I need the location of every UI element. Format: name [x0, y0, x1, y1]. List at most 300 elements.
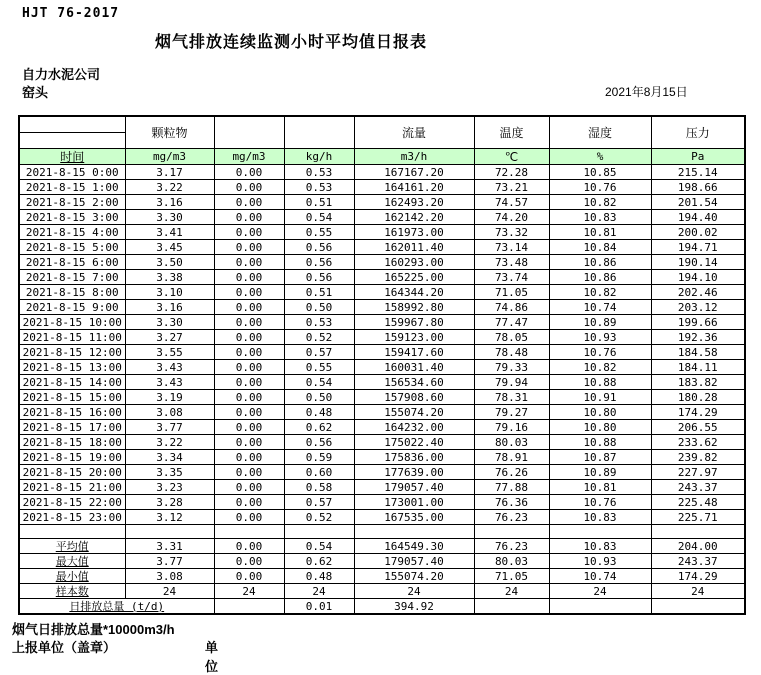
value-cell: 243.37	[651, 480, 745, 495]
value-cell: 159123.00	[354, 330, 474, 345]
value-cell: 3.43	[125, 360, 214, 375]
value-cell: 227.97	[651, 465, 745, 480]
value-cell: 10.80	[549, 405, 651, 420]
value-cell: 3.10	[125, 285, 214, 300]
value-cell: 159967.80	[354, 315, 474, 330]
value-cell: 10.88	[549, 375, 651, 390]
time-cell: 2021-8-15 23:00	[19, 510, 125, 525]
time-cell: 2021-8-15 18:00	[19, 435, 125, 450]
company-name: 自力水泥公司	[22, 67, 101, 82]
hourly-data-row	[19, 165, 745, 180]
value-cell: 10.86	[549, 270, 651, 285]
value-cell: 0.00	[214, 270, 284, 285]
empty-cell	[651, 525, 745, 539]
value-cell: 80.03	[474, 435, 549, 450]
value-cell: 0.00	[214, 435, 284, 450]
value-cell: 206.55	[651, 420, 745, 435]
value-cell: 192.36	[651, 330, 745, 345]
value-cell: 77.47	[474, 315, 549, 330]
col-header-blank-1	[214, 116, 284, 149]
value-cell: 174.29	[651, 405, 745, 420]
summary-value-cell: 10.83	[549, 539, 651, 554]
summary-label: 样本数	[19, 584, 125, 599]
value-cell: 0.57	[284, 495, 354, 510]
summary-value-cell: 0.48	[284, 569, 354, 584]
hourly-data-row	[19, 225, 745, 240]
value-cell: 3.77	[125, 420, 214, 435]
unit-percent: %	[549, 149, 651, 165]
value-cell: 194.71	[651, 240, 745, 255]
summary-value-cell: 3.31	[125, 539, 214, 554]
value-cell: 10.74	[549, 300, 651, 315]
summary-value-cell: 243.37	[651, 554, 745, 569]
data-rows-body	[19, 165, 745, 615]
corner-cell-bottom	[20, 133, 125, 148]
hourly-data-row	[19, 510, 745, 525]
value-cell: 175836.00	[354, 450, 474, 465]
value-cell: 0.55	[284, 360, 354, 375]
value-cell: 10.82	[549, 360, 651, 375]
value-cell: 0.54	[284, 210, 354, 225]
value-cell: 0.52	[284, 510, 354, 525]
summary-value-cell: 164549.30	[354, 539, 474, 554]
hourly-data-row	[19, 495, 745, 510]
signature-row	[12, 637, 219, 674]
value-cell: 0.00	[214, 210, 284, 225]
value-cell: 175022.40	[354, 435, 474, 450]
time-cell: 2021-8-15 19:00	[19, 450, 125, 465]
unit-mgm3-1: mg/m3	[125, 149, 214, 165]
value-cell: 0.00	[214, 165, 284, 180]
value-cell: 10.85	[549, 165, 651, 180]
units-header-row	[19, 149, 745, 165]
hourly-data-row	[19, 330, 745, 345]
value-cell: 161973.00	[354, 225, 474, 240]
value-cell: 10.81	[549, 480, 651, 495]
value-cell: 239.82	[651, 450, 745, 465]
value-cell: 0.60	[284, 465, 354, 480]
value-cell: 10.84	[549, 240, 651, 255]
summary-value-cell: 24	[214, 584, 284, 599]
time-cell: 2021-8-15 3:00	[19, 210, 125, 225]
value-cell: 0.00	[214, 240, 284, 255]
value-cell: 162142.20	[354, 210, 474, 225]
value-cell: 0.51	[284, 285, 354, 300]
value-cell: 0.53	[284, 180, 354, 195]
value-cell: 0.56	[284, 240, 354, 255]
value-cell: 3.22	[125, 180, 214, 195]
value-cell: 0.00	[214, 300, 284, 315]
value-cell: 10.76	[549, 345, 651, 360]
value-cell: 158992.80	[354, 300, 474, 315]
group-header-row	[19, 116, 745, 149]
time-cell: 2021-8-15 17:00	[19, 420, 125, 435]
summary-value-cell: 0.00	[214, 554, 284, 569]
summary-value-cell: 24	[284, 584, 354, 599]
value-cell: 0.52	[284, 330, 354, 345]
value-cell: 79.33	[474, 360, 549, 375]
summary-value-cell: 0.62	[284, 554, 354, 569]
value-cell: 194.10	[651, 270, 745, 285]
value-cell: 3.45	[125, 240, 214, 255]
value-cell: 155074.20	[354, 405, 474, 420]
value-cell: 0.00	[214, 180, 284, 195]
value-cell: 0.57	[284, 345, 354, 360]
summary-row	[19, 569, 745, 584]
daily-total-value-cell: 0.01	[284, 599, 354, 615]
value-cell: 0.00	[214, 255, 284, 270]
value-cell: 74.57	[474, 195, 549, 210]
unit-celsius: ℃	[474, 149, 549, 165]
value-cell: 79.27	[474, 405, 549, 420]
col-header-blank-2	[284, 116, 354, 149]
empty-cell	[549, 525, 651, 539]
col-header-pressure: 压力	[651, 116, 745, 149]
col-header-flow: 流量	[354, 116, 474, 149]
value-cell: 0.59	[284, 450, 354, 465]
summary-value-cell: 204.00	[651, 539, 745, 554]
hourly-data-row	[19, 210, 745, 225]
hourly-data-row	[19, 420, 745, 435]
value-cell: 0.00	[214, 315, 284, 330]
value-cell: 0.55	[284, 225, 354, 240]
time-cell: 2021-8-15 9:00	[19, 300, 125, 315]
value-cell: 179057.40	[354, 480, 474, 495]
value-cell: 164232.00	[354, 420, 474, 435]
value-cell: 159417.60	[354, 345, 474, 360]
hourly-data-row	[19, 270, 745, 285]
value-cell: 0.00	[214, 195, 284, 210]
hourly-data-row	[19, 180, 745, 195]
value-cell: 0.00	[214, 450, 284, 465]
summary-value-cell: 0.00	[214, 539, 284, 554]
corner-cell	[19, 116, 125, 149]
value-cell: 3.22	[125, 435, 214, 450]
value-cell: 10.76	[549, 495, 651, 510]
value-cell: 3.28	[125, 495, 214, 510]
summary-label: 平均值	[19, 539, 125, 554]
time-cell: 2021-8-15 15:00	[19, 390, 125, 405]
unit-label: 单位	[205, 640, 219, 674]
daily-total-value-cell	[214, 599, 284, 615]
value-cell: 0.00	[214, 420, 284, 435]
value-cell: 73.21	[474, 180, 549, 195]
value-cell: 233.62	[651, 435, 745, 450]
value-cell: 0.00	[214, 480, 284, 495]
empty-cell	[19, 525, 125, 539]
summary-row	[19, 539, 745, 554]
time-cell: 2021-8-15 0:00	[19, 165, 125, 180]
hourly-data-row	[19, 465, 745, 480]
value-cell: 0.54	[284, 375, 354, 390]
hourly-data-row	[19, 345, 745, 360]
col-header-temperature: 温度	[474, 116, 549, 149]
value-cell: 10.83	[549, 510, 651, 525]
value-cell: 0.51	[284, 195, 354, 210]
value-cell: 0.00	[214, 225, 284, 240]
value-cell: 10.88	[549, 435, 651, 450]
report-date: 2021年8月15日	[605, 85, 688, 99]
value-cell: 10.82	[549, 195, 651, 210]
value-cell: 215.14	[651, 165, 745, 180]
value-cell: 76.23	[474, 510, 549, 525]
value-cell: 73.32	[474, 225, 549, 240]
value-cell: 184.58	[651, 345, 745, 360]
value-cell: 177639.00	[354, 465, 474, 480]
value-cell: 160293.00	[354, 255, 474, 270]
value-cell: 0.00	[214, 495, 284, 510]
value-cell: 173001.00	[354, 495, 474, 510]
unit-m3h: m3/h	[354, 149, 474, 165]
empty-cell	[214, 525, 284, 539]
value-cell: 3.19	[125, 390, 214, 405]
value-cell: 3.16	[125, 300, 214, 315]
value-cell: 0.00	[214, 345, 284, 360]
empty-cell	[474, 525, 549, 539]
time-cell: 2021-8-15 2:00	[19, 195, 125, 210]
time-cell: 2021-8-15 7:00	[19, 270, 125, 285]
value-cell: 3.16	[125, 195, 214, 210]
time-cell: 2021-8-15 6:00	[19, 255, 125, 270]
hourly-data-row	[19, 360, 745, 375]
value-cell: 74.86	[474, 300, 549, 315]
daily-total-value-cell	[549, 599, 651, 615]
summary-value-cell: 24	[651, 584, 745, 599]
value-cell: 3.08	[125, 405, 214, 420]
value-cell: 10.86	[549, 255, 651, 270]
value-cell: 225.71	[651, 510, 745, 525]
value-cell: 76.36	[474, 495, 549, 510]
value-cell: 10.81	[549, 225, 651, 240]
daily-total-value-cell: 394.92	[354, 599, 474, 615]
unit-mgm3-2: mg/m3	[214, 149, 284, 165]
daily-total-value-cell	[474, 599, 549, 615]
col-header-particulate: 颗粒物	[125, 116, 214, 149]
value-cell: 0.62	[284, 420, 354, 435]
value-cell: 0.00	[214, 330, 284, 345]
hourly-data-row	[19, 315, 745, 330]
value-cell: 0.50	[284, 390, 354, 405]
value-cell: 157908.60	[354, 390, 474, 405]
value-cell: 0.58	[284, 480, 354, 495]
value-cell: 77.88	[474, 480, 549, 495]
summary-value-cell: 80.03	[474, 554, 549, 569]
time-cell: 2021-8-15 8:00	[19, 285, 125, 300]
value-cell: 156534.60	[354, 375, 474, 390]
time-header: 时间	[19, 149, 125, 165]
value-cell: 79.94	[474, 375, 549, 390]
corner-cell-top	[20, 117, 125, 133]
value-cell: 3.12	[125, 510, 214, 525]
value-cell: 164161.20	[354, 180, 474, 195]
value-cell: 0.00	[214, 285, 284, 300]
hourly-data-row	[19, 480, 745, 495]
time-cell: 2021-8-15 22:00	[19, 495, 125, 510]
time-cell: 2021-8-15 20:00	[19, 465, 125, 480]
flow-total-note: 烟气日排放总量*10000m3/h	[12, 622, 175, 637]
time-cell: 2021-8-15 11:00	[19, 330, 125, 345]
summary-value-cell: 10.93	[549, 554, 651, 569]
spacer-row	[19, 525, 745, 539]
summary-value-cell: 24	[125, 584, 214, 599]
value-cell: 167535.00	[354, 510, 474, 525]
daily-total-row	[19, 599, 745, 615]
value-cell: 10.76	[549, 180, 651, 195]
value-cell: 198.66	[651, 180, 745, 195]
time-cell: 2021-8-15 14:00	[19, 375, 125, 390]
value-cell: 73.14	[474, 240, 549, 255]
value-cell: 10.83	[549, 210, 651, 225]
summary-value-cell: 24	[354, 584, 474, 599]
summary-value-cell: 10.74	[549, 569, 651, 584]
hourly-data-row	[19, 450, 745, 465]
value-cell: 3.30	[125, 315, 214, 330]
summary-value-cell: 174.29	[651, 569, 745, 584]
unit-pa: Pa	[651, 149, 745, 165]
summary-value-cell: 3.08	[125, 569, 214, 584]
time-cell: 2021-8-15 10:00	[19, 315, 125, 330]
time-cell: 2021-8-15 1:00	[19, 180, 125, 195]
value-cell: 72.28	[474, 165, 549, 180]
report-table	[18, 115, 746, 615]
summary-row	[19, 554, 745, 569]
summary-label: 最大值	[19, 554, 125, 569]
value-cell: 10.93	[549, 330, 651, 345]
summary-value-cell: 179057.40	[354, 554, 474, 569]
value-cell: 167167.20	[354, 165, 474, 180]
value-cell: 3.35	[125, 465, 214, 480]
value-cell: 203.12	[651, 300, 745, 315]
value-cell: 10.82	[549, 285, 651, 300]
value-cell: 165225.00	[354, 270, 474, 285]
value-cell: 164344.20	[354, 285, 474, 300]
summary-value-cell: 3.77	[125, 554, 214, 569]
value-cell: 0.00	[214, 510, 284, 525]
value-cell: 3.17	[125, 165, 214, 180]
value-cell: 0.00	[214, 465, 284, 480]
value-cell: 73.74	[474, 270, 549, 285]
summary-row	[19, 584, 745, 599]
value-cell: 78.05	[474, 330, 549, 345]
page-title: 烟气排放连续监测小时平均值日报表	[155, 34, 428, 51]
unit-kgh: kg/h	[284, 149, 354, 165]
value-cell: 162011.40	[354, 240, 474, 255]
value-cell: 73.48	[474, 255, 549, 270]
time-cell: 2021-8-15 13:00	[19, 360, 125, 375]
value-cell: 225.48	[651, 495, 745, 510]
value-cell: 10.80	[549, 420, 651, 435]
value-cell: 3.50	[125, 255, 214, 270]
empty-cell	[125, 525, 214, 539]
col-header-humidity: 湿度	[549, 116, 651, 149]
value-cell: 3.30	[125, 210, 214, 225]
hourly-data-row	[19, 375, 745, 390]
value-cell: 10.89	[549, 315, 651, 330]
value-cell: 194.40	[651, 210, 745, 225]
value-cell: 3.27	[125, 330, 214, 345]
value-cell: 0.00	[214, 390, 284, 405]
hourly-data-row	[19, 285, 745, 300]
standard-number: HJT 76-2017	[22, 6, 120, 21]
hourly-data-row	[19, 390, 745, 405]
summary-value-cell: 155074.20	[354, 569, 474, 584]
value-cell: 76.26	[474, 465, 549, 480]
time-cell: 2021-8-15 12:00	[19, 345, 125, 360]
value-cell: 0.50	[284, 300, 354, 315]
empty-cell	[354, 525, 474, 539]
value-cell: 3.34	[125, 450, 214, 465]
value-cell: 0.48	[284, 405, 354, 420]
value-cell: 199.66	[651, 315, 745, 330]
value-cell: 0.56	[284, 270, 354, 285]
value-cell: 3.38	[125, 270, 214, 285]
hourly-data-row	[19, 405, 745, 420]
hourly-data-row	[19, 255, 745, 270]
value-cell: 78.48	[474, 345, 549, 360]
value-cell: 0.00	[214, 405, 284, 420]
value-cell: 78.91	[474, 450, 549, 465]
value-cell: 201.54	[651, 195, 745, 210]
value-cell: 160031.40	[354, 360, 474, 375]
summary-label: 最小值	[19, 569, 125, 584]
value-cell: 3.55	[125, 345, 214, 360]
value-cell: 0.00	[214, 360, 284, 375]
value-cell: 10.91	[549, 390, 651, 405]
value-cell: 162493.20	[354, 195, 474, 210]
summary-value-cell: 24	[474, 584, 549, 599]
time-cell: 2021-8-15 21:00	[19, 480, 125, 495]
value-cell: 71.05	[474, 285, 549, 300]
value-cell: 3.43	[125, 375, 214, 390]
daily-total-label: 日排放总量 (t/d)	[19, 599, 214, 615]
value-cell: 10.87	[549, 450, 651, 465]
value-cell: 10.89	[549, 465, 651, 480]
value-cell: 190.14	[651, 255, 745, 270]
value-cell: 0.56	[284, 435, 354, 450]
summary-value-cell: 76.23	[474, 539, 549, 554]
hourly-data-row	[19, 435, 745, 450]
summary-value-cell: 24	[549, 584, 651, 599]
value-cell: 200.02	[651, 225, 745, 240]
value-cell: 202.46	[651, 285, 745, 300]
value-cell: 74.20	[474, 210, 549, 225]
hourly-data-row	[19, 240, 745, 255]
value-cell: 79.16	[474, 420, 549, 435]
value-cell: 0.53	[284, 315, 354, 330]
value-cell: 183.82	[651, 375, 745, 390]
value-cell: 184.11	[651, 360, 745, 375]
time-cell: 2021-8-15 5:00	[19, 240, 125, 255]
report-unit-label: 上报单位（盖章）	[12, 640, 117, 655]
time-cell: 2021-8-15 4:00	[19, 225, 125, 240]
value-cell: 3.41	[125, 225, 214, 240]
value-cell: 0.00	[214, 375, 284, 390]
value-cell: 0.53	[284, 165, 354, 180]
hourly-data-row	[19, 300, 745, 315]
empty-cell	[284, 525, 354, 539]
value-cell: 3.23	[125, 480, 214, 495]
value-cell: 180.28	[651, 390, 745, 405]
hourly-data-row	[19, 195, 745, 210]
daily-total-value-cell	[651, 599, 745, 615]
value-cell: 0.56	[284, 255, 354, 270]
value-cell: 78.31	[474, 390, 549, 405]
station-name: 窑头	[22, 85, 49, 100]
summary-value-cell: 0.00	[214, 569, 284, 584]
summary-value-cell: 0.54	[284, 539, 354, 554]
time-cell: 2021-8-15 16:00	[19, 405, 125, 420]
summary-value-cell: 71.05	[474, 569, 549, 584]
